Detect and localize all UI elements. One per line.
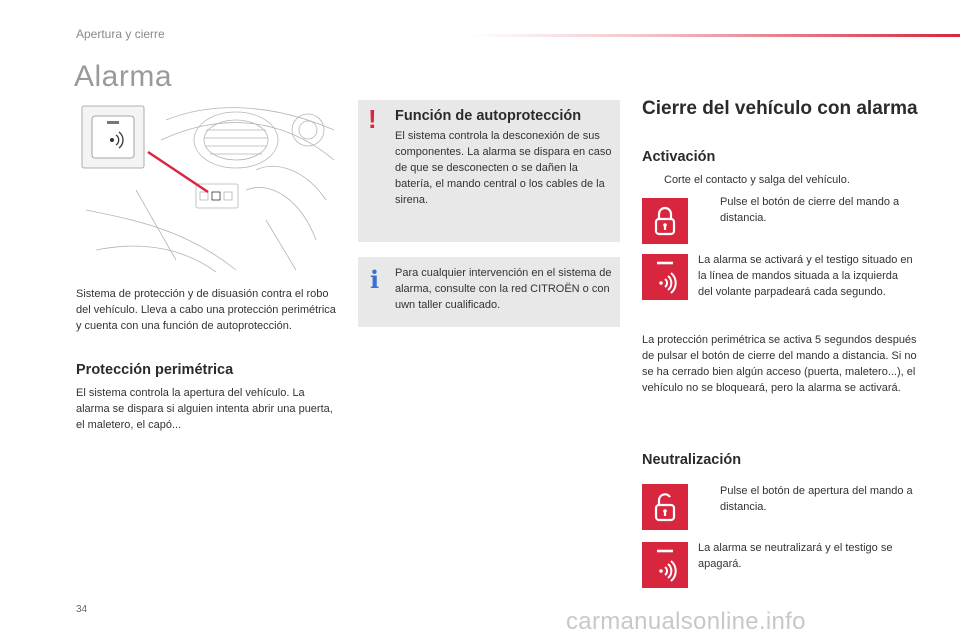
padlock-open-icon: [642, 484, 688, 530]
activation-step-2: Pulse el botón de cierre del mando a distancia.: [720, 196, 900, 224]
neutralization-result: La alarma se neutralizará y el testigo se apagará.: [698, 542, 893, 570]
warning-text: El sistema controla la desconexión de sus componentes. La alarma se dispara en caso de que se desconecten o se dañen la batería, el mando central o los cables de la sirena.: [395, 130, 612, 206]
info-box: [358, 257, 620, 327]
page-number: 34: [76, 604, 88, 615]
warning-box: [358, 100, 620, 242]
locking-heading: Cierre del vehículo con alarma: [642, 98, 918, 119]
header-rule: [470, 34, 960, 37]
activation-step-1: Corte el contacto y salga del vehículo.: [664, 174, 850, 186]
padlock-closed-icon: [642, 198, 688, 244]
intro-text: Sistema de protección y de disuasión contra el robo del vehículo. Lleva a cabo una protección perimétrica y cuenta con una función de autoprotección.: [76, 288, 336, 332]
alarm-signal-icon: [642, 542, 688, 588]
activation-heading: Activación: [642, 149, 716, 165]
perimeter-text: El sistema controla la apertura del vehículo. La alarma se dispara si alguien intenta abrir una puerta, el maletero, el capó...: [76, 387, 333, 431]
alarm-signal-icon: [642, 254, 688, 300]
perimeter-heading: Protección perimétrica: [76, 362, 234, 378]
watermark: carmanualsonline.info: [566, 608, 806, 635]
neutralization-step-1: Pulse el botón de apertura del mando a distancia.: [720, 485, 913, 513]
page-title: Alarma: [74, 60, 173, 93]
neutralization-heading: Neutralización: [642, 452, 742, 468]
dashboard-illustration: [76, 100, 334, 272]
warning-exclamation-icon: !: [368, 104, 377, 134]
info-icon: i: [370, 265, 380, 294]
activation-result: La alarma se activará y el testigo situado en la línea de mandos situada a la izquierda del volante parpadeará cada segundo.: [698, 254, 913, 298]
section-header: Apertura y cierre: [76, 27, 165, 41]
warning-heading: Función de autoprotección: [395, 108, 582, 124]
info-text: Para cualquier intervención en el sistema de alarma, consulte con la red CITROËN o con uwn taller cualificado.: [395, 267, 612, 311]
activation-paragraph: La protección perimétrica se activa 5 segundos después de pulsar el botón de cierre del mando a distancia. Si no se ha cerrado bien algún acceso (puerta, maletero...), el vehículo no se bloqueará, pero la alarma se activará.: [642, 334, 917, 394]
